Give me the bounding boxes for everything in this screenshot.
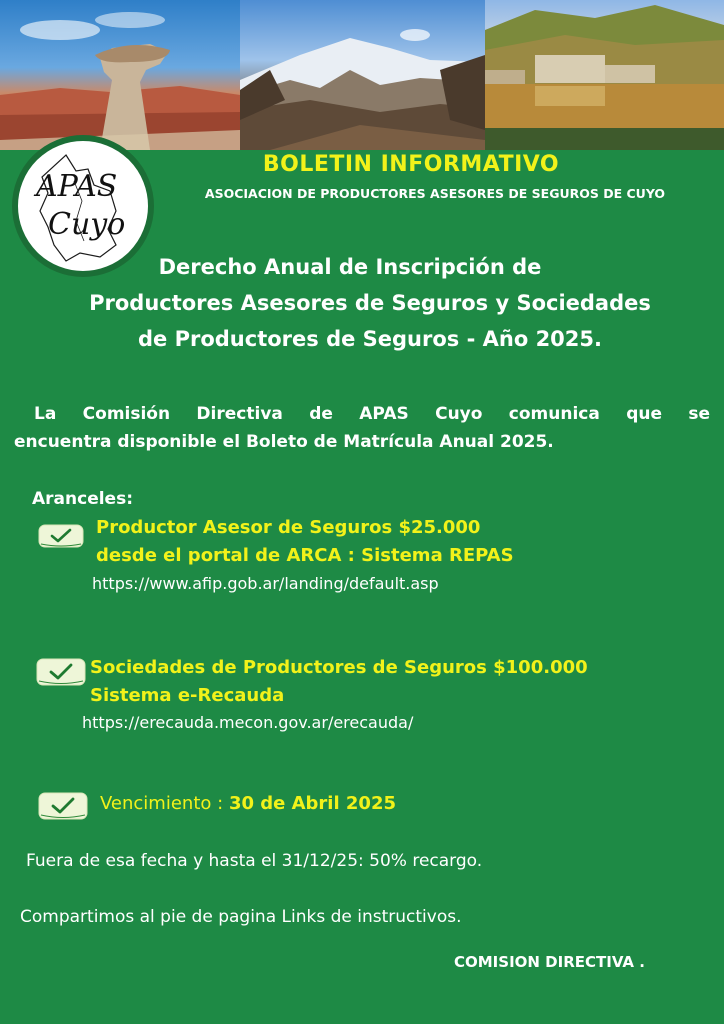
- headline-line-3: de Productores de Seguros - Año 2025.: [138, 327, 602, 351]
- arancel-2-line-1: Sociedades de Productores de Seguros $100.000: [90, 657, 588, 678]
- photo-lake-hotel: [485, 0, 724, 150]
- intro-line-2: encuentra disponible el Boleto de Matrícula Anual 2025.: [14, 432, 554, 452]
- header-banner: [0, 0, 724, 150]
- arancel-1-line-2: desde el portal de ARCA : Sistema REPAS: [96, 545, 514, 566]
- photo-snowy-mountain: [240, 0, 485, 150]
- arancel-2-url[interactable]: https://erecauda.mecon.gov.ar/erecauda/: [82, 713, 414, 732]
- links-note: Compartimos al pie de pagina Links de instructivos.: [20, 907, 462, 927]
- logo-text-cuyo: Cuyo: [48, 207, 126, 242]
- signature: COMISION DIRECTIVA .: [454, 953, 645, 971]
- logo-text-apas: APAS: [36, 169, 118, 204]
- headline-line-1: Derecho Anual de Inscripción de: [158, 255, 542, 279]
- vencimiento-separator: :: [217, 793, 224, 814]
- checkmark-icon: [38, 524, 84, 548]
- checkmark-icon: [36, 658, 82, 682]
- vencimiento-date: 30 de Abril 2025: [228, 793, 397, 814]
- vencimiento-label: Vencimiento: [100, 793, 212, 814]
- photo-rock-formation: [0, 0, 240, 150]
- bulletin-title: BOLETIN INFORMATIVO: [262, 152, 560, 177]
- intro-line-1: La Comisión Directiva de APAS Cuyo comunica que se: [34, 404, 710, 424]
- arancel-1-url[interactable]: https://www.afip.gob.ar/landing/default.asp: [92, 574, 439, 593]
- recargo-note: Fuera de esa fecha y hasta el 31/12/25: 50% recargo.: [26, 851, 483, 871]
- arancel-2-line-2: Sistema e-Recauda: [90, 685, 285, 706]
- vencimiento: [100, 793, 396, 814]
- headline-line-2: Productores Asesores de Seguros y Sociedades: [89, 291, 651, 315]
- aranceles-heading: Aranceles:: [32, 489, 133, 509]
- checkmark-icon: [38, 792, 84, 816]
- association-name: ASOCIACION DE PRODUCTORES ASESORES DE SEGUROS DE CUYO: [204, 186, 666, 201]
- arancel-1-line-1: Productor Asesor de Seguros $25.000: [96, 517, 481, 538]
